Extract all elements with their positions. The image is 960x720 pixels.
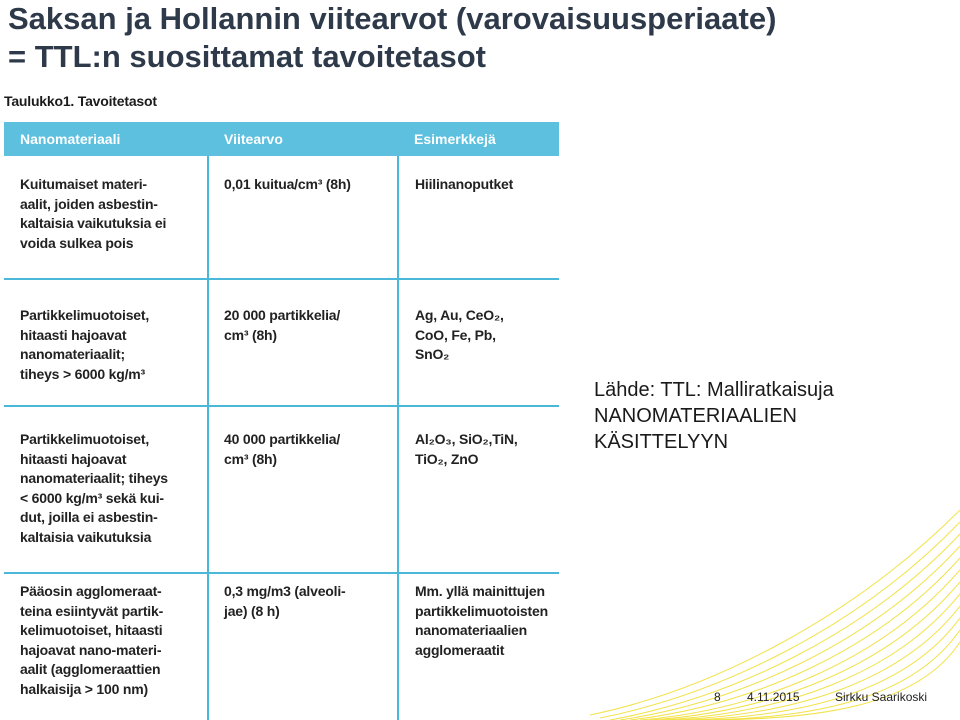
- grid-line-vertical-2: [397, 156, 399, 720]
- decorative-swoosh-graphic: [590, 510, 960, 720]
- table-row-3-material: Partikkelimuotoiset, hitaasti hajoavat nanomateriaalit; tiheys < 6000 kg/m³ sekä kui- dut, joilla ei asbestin- kaltaisia vaikutuksia: [20, 431, 168, 545]
- table-row-4-examples: Mm. yllä mainittujen partikkelimuotoisten nanomateriaalien agglomeraatit: [415, 583, 548, 658]
- grid-line-horizontal-3: [4, 572, 559, 574]
- title-line-1: Saksan ja Hollannin viitearvot (varovaisuusperiaate): [8, 1, 777, 36]
- footer-date: 4.11.2015: [747, 690, 800, 704]
- table-row-1-examples: Hiilinanoputket: [415, 176, 514, 192]
- header-reference-value: Viitearvo: [224, 131, 283, 147]
- table-row-2-examples: Ag, Au, CeO₂, CoO, Fe, Pb, SnO₂: [415, 307, 504, 362]
- table-row-2-material: Partikkelimuotoiset, hitaasti hajoavat nanomateriaalit; tiheys > 6000 kg/m³: [20, 307, 150, 382]
- grid-line-horizontal-2: [4, 405, 559, 407]
- source-citation: [594, 377, 834, 455]
- footer-author: Sirkku Saarikoski: [835, 690, 928, 704]
- grid-line-vertical-1: [207, 156, 209, 720]
- header-examples: Esimerkkejä: [414, 131, 496, 147]
- table-row-1-value: 0,01 kuitua/cm³ (8h): [224, 176, 351, 192]
- table-row-4-material: Pääosin agglomeraat- teina esiintyvät partik- kelimuotoiset, hitaasti hajoavat nano-materi- aalit (agglomeraattien halkaisija > 100 nm): [20, 583, 164, 697]
- table-row-4-value: 0,3 mg/m3 (alveoli- jae) (8 h): [224, 583, 346, 619]
- table-row-2-value: 20 000 partikkelia/ cm³ (8h): [224, 307, 341, 343]
- title-line-2: = TTL:n suosittamat tavoitetasot: [8, 39, 486, 74]
- table-row-1-material: Kuitumaiset materi- aalit, joiden asbestin- kaltaisia vaikutuksia ei voida sulkea pois: [20, 176, 167, 251]
- source-line-1: Lähde: TTL: Malliratkaisuja: [594, 379, 834, 401]
- source-line-2: NANOMATERIAALIEN: [594, 405, 797, 427]
- table-row-3-value: 40 000 partikkelia/ cm³ (8h): [224, 431, 341, 467]
- source-line-3: KÄSITTELYYN: [594, 431, 729, 453]
- grid-line-horizontal-1: [4, 278, 559, 280]
- table-row-3-examples: Al₂O₃, SiO₂,TiN, TiO₂, ZnO: [415, 431, 518, 467]
- page-number: 8: [714, 690, 721, 704]
- table-caption: Taulukko1. Tavoitetasot: [4, 93, 157, 109]
- header-nanomaterial: Nanomateriaali: [20, 131, 121, 147]
